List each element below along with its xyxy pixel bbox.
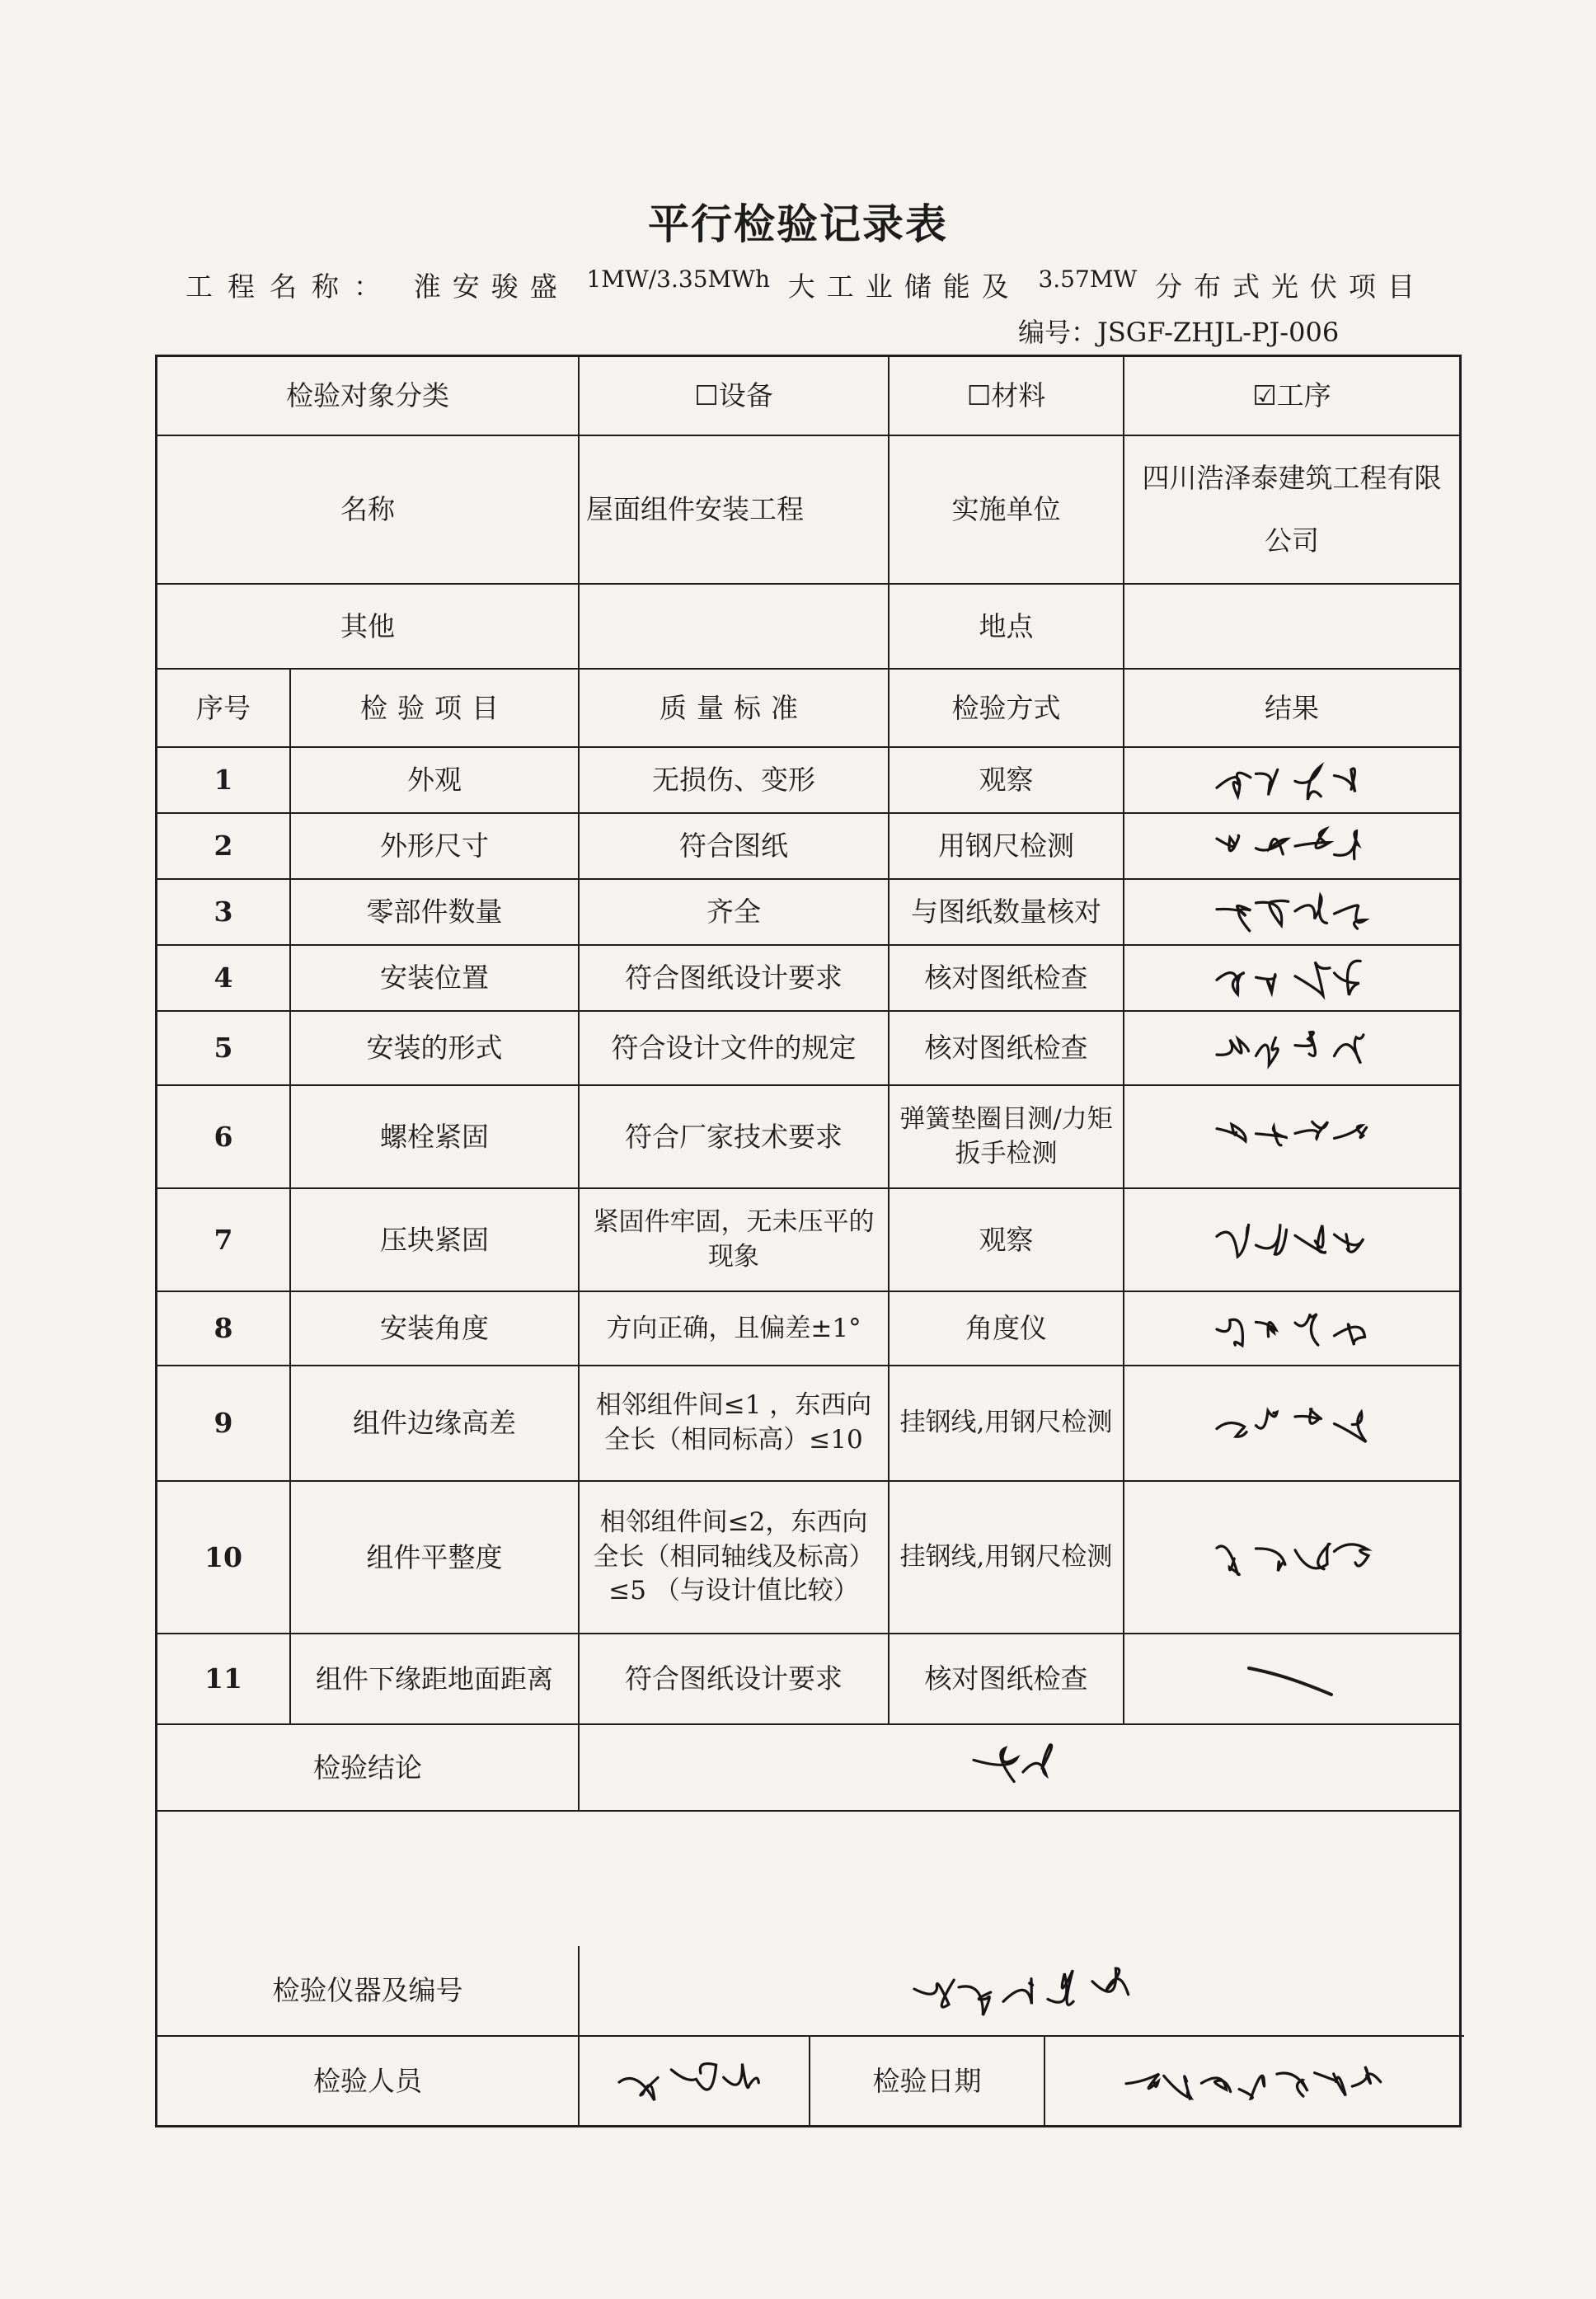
document-title: 平行检验记录表 xyxy=(648,200,948,248)
handwritten-result-signature xyxy=(1131,1089,1453,1184)
category-option-label: 设备 xyxy=(718,379,773,412)
item-result xyxy=(1124,946,1459,1012)
item-no: 11 xyxy=(157,1634,291,1725)
item-no: 3 xyxy=(157,880,291,946)
header-standard: 质量标准 xyxy=(580,670,890,748)
item-result xyxy=(1124,1012,1459,1086)
inspector-value xyxy=(580,2037,810,2125)
handwritten-conclusion xyxy=(586,1728,1453,1807)
item-name: 外观 xyxy=(291,748,580,814)
item-method: 弹簧垫圈目测/力矩扳手检测 xyxy=(890,1086,1124,1189)
checkbox-checked-icon: ☑ xyxy=(1252,379,1277,412)
item-name: 安装的形式 xyxy=(291,1012,580,1086)
item-standard: 相邻组件间≤2，东西向全长（相同轴线及标高）≤5 （与设计值比较） xyxy=(580,1482,890,1634)
handwritten-instruments xyxy=(586,1949,1458,2032)
document-code: 编号：JSGF-ZHJL-PJ-006 xyxy=(1018,317,1340,348)
item-standard: 符合厂家技术要求 xyxy=(580,1086,890,1189)
checkbox-unchecked-icon: ☐ xyxy=(966,379,992,412)
item-no: 9 xyxy=(157,1366,291,1482)
item-no: 6 xyxy=(157,1086,291,1189)
place-label: 地点 xyxy=(890,585,1124,670)
handwritten-result-signature xyxy=(1131,949,1453,1007)
item-name: 螺栓紧固 xyxy=(291,1086,580,1189)
item-no: 2 xyxy=(157,814,291,880)
item-result xyxy=(1124,880,1459,946)
item-result xyxy=(1124,1292,1459,1366)
item-no: 10 xyxy=(157,1482,291,1634)
item-method: 核对图纸检查 xyxy=(890,1634,1124,1725)
item-method: 核对图纸检查 xyxy=(890,1012,1124,1086)
unit-value: 四川浩泽泰建筑工程有限公司 xyxy=(1124,436,1459,585)
conclusion-label: 检验结论 xyxy=(157,1725,580,1812)
project-label: 工程名称： xyxy=(185,270,396,303)
category-option-label: 材料 xyxy=(991,379,1046,412)
handwritten-result-signature xyxy=(1131,817,1453,875)
item-standard: 符合图纸设计要求 xyxy=(580,946,890,1012)
unit-label: 实施单位 xyxy=(890,436,1124,585)
item-standard: 方向正确，且偏差±1° xyxy=(580,1292,890,1366)
item-standard: 齐全 xyxy=(580,880,890,946)
handwritten-result-signature xyxy=(1131,1015,1453,1081)
category-option-label: 工序 xyxy=(1276,379,1331,412)
item-result xyxy=(1124,1189,1459,1292)
item-method: 用钢尺检测 xyxy=(890,814,1124,880)
instruments-value xyxy=(580,1946,1464,2037)
date-value xyxy=(1045,2037,1464,2125)
item-result xyxy=(1124,814,1459,880)
item-result xyxy=(1124,748,1459,814)
project-name-part: 淮安骏盛 xyxy=(413,270,569,303)
name-value: 屋面组件安装工程 xyxy=(580,436,890,585)
item-name: 零部件数量 xyxy=(291,880,580,946)
date-label: 检验日期 xyxy=(810,2037,1045,2125)
item-method: 挂钢线,用钢尺检测 xyxy=(890,1482,1124,1634)
item-name: 组件平整度 xyxy=(291,1482,580,1634)
handwritten-result-signature xyxy=(1131,1295,1453,1361)
checkbox-unchecked-icon: ☐ xyxy=(694,379,719,412)
inspector-label: 检验人员 xyxy=(157,2037,580,2125)
project-name-part: 分布式光伏项目 xyxy=(1155,270,1426,303)
header-no: 序号 xyxy=(157,670,291,748)
handwritten-result-signature xyxy=(1131,1192,1453,1287)
handwritten-inspector-signature xyxy=(586,2040,802,2122)
item-method: 观察 xyxy=(890,748,1124,814)
name-label: 名称 xyxy=(157,436,580,585)
item-name: 压块紧固 xyxy=(291,1189,580,1292)
item-no: 7 xyxy=(157,1189,291,1292)
inspection-table-footer xyxy=(155,1946,1462,2127)
item-name: 组件下缘距地面距离 xyxy=(291,1634,580,1725)
item-method: 观察 xyxy=(890,1189,1124,1292)
category-label: 检验对象分类 xyxy=(157,357,580,436)
item-no: 5 xyxy=(157,1012,291,1086)
conclusion-value xyxy=(580,1725,1459,1812)
item-no: 8 xyxy=(157,1292,291,1366)
item-standard: 相邻组件间≤1 ，东西向全长（相同标高）≤10 xyxy=(580,1366,890,1482)
inspection-table xyxy=(155,355,1462,2127)
item-standard: 符合图纸设计要求 xyxy=(580,1634,890,1725)
header-method: 检验方式 xyxy=(890,670,1124,748)
item-no: 4 xyxy=(157,946,291,1012)
project-line xyxy=(185,266,1426,304)
item-standard: 符合图纸 xyxy=(580,814,890,880)
project-name-part: 大工业储能及 xyxy=(787,270,1021,303)
item-standard: 无损伤、变形 xyxy=(580,748,890,814)
other-value xyxy=(580,585,890,670)
item-result-empty xyxy=(1124,1634,1459,1725)
item-standard: 紧固件牢固，无未压平的现象 xyxy=(580,1189,890,1292)
item-standard: 符合设计文件的规定 xyxy=(580,1012,890,1086)
item-result xyxy=(1124,1482,1459,1634)
handwritten-result-signature xyxy=(1131,751,1453,809)
handwritten-dash-mark xyxy=(1242,1658,1341,1700)
item-method: 角度仪 xyxy=(890,1292,1124,1366)
header-result: 结果 xyxy=(1124,670,1459,748)
category-option-process[interactable] xyxy=(1124,357,1459,436)
handwritten-result-signature xyxy=(1131,1370,1453,1477)
handwritten-date xyxy=(1052,2040,1458,2122)
project-name-part: 3.57MW xyxy=(1038,266,1138,293)
instruments-label: 检验仪器及编号 xyxy=(157,1946,580,2037)
item-name: 安装位置 xyxy=(291,946,580,1012)
category-option-material[interactable] xyxy=(890,357,1124,436)
item-result xyxy=(1124,1366,1459,1482)
item-method: 与图纸数量核对 xyxy=(890,880,1124,946)
item-name: 组件边缘高差 xyxy=(291,1366,580,1482)
item-name: 外形尺寸 xyxy=(291,814,580,880)
handwritten-result-signature xyxy=(1131,1485,1453,1629)
handwritten-result-signature xyxy=(1131,883,1453,941)
other-label: 其他 xyxy=(157,585,580,670)
item-method: 挂钢线,用钢尺检测 xyxy=(890,1366,1124,1482)
item-method: 核对图纸检查 xyxy=(890,946,1124,1012)
place-value xyxy=(1124,585,1459,670)
item-result xyxy=(1124,1086,1459,1189)
item-no: 1 xyxy=(157,748,291,814)
header-item: 检验项目 xyxy=(291,670,580,748)
item-name: 安装角度 xyxy=(291,1292,580,1366)
project-name-part: 1MW/3.35MWh xyxy=(586,266,770,293)
category-option-equipment[interactable] xyxy=(580,357,890,436)
